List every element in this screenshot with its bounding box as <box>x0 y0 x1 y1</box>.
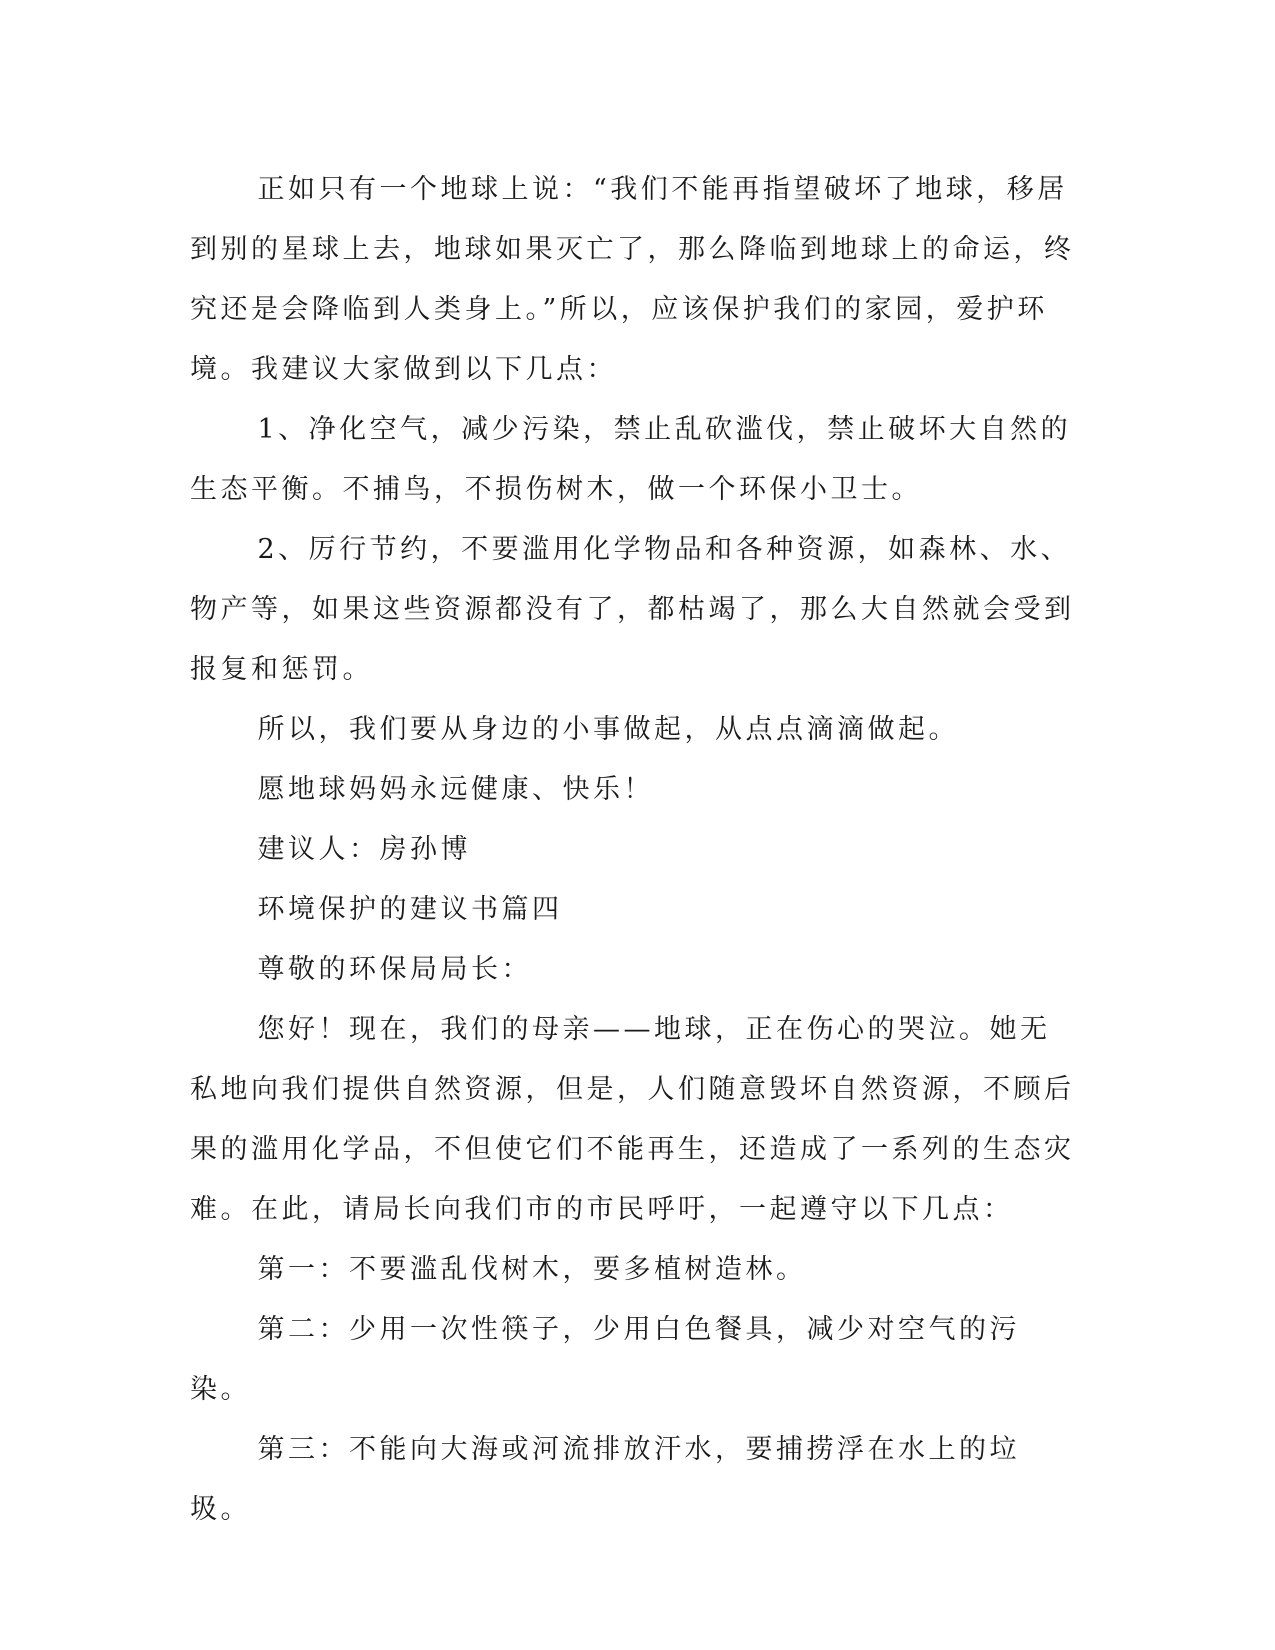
paragraph-letter-body: 您好！现在，我们的母亲——地球，正在伤心的哭泣。她无私地向我们提供自然资源，但是，人们随意毁坏自然资源，不顾后果的滥用化学品，不但使它们不能再生，还造成了一系列的生态灾难。在此，请局长向我们市的市民呼吁，一起遵守以下几点： <box>190 1014 1075 1225</box>
paragraph-point-3: 第三：不能向大海或河流排放汗水，要捕捞浮在水上的垃圾。 <box>190 1434 1020 1525</box>
paragraph-earth-quote: 正如只有一个地球上说：“我们不能再指望破坏了地球，移居到别的星球上去，地球如果灭亡了，那么降临到地球上的命运，终究还是会降临到人类身上。”所以，应该保护我们的家园，爱护环境。我建议大家做到以下几点： <box>190 174 1075 385</box>
paragraph-wish: 愿地球妈妈永远健康、快乐！ <box>257 774 654 805</box>
paragraph-point-2: 第二：少用一次性筷子，少用白色餐具，减少对空气的污染。 <box>190 1314 1020 1405</box>
paragraph-signature: 建议人：房孙博 <box>257 834 471 865</box>
paragraph-suggestion-2: 2、厉行节约，不要滥用化学物品和各种资源，如森林、水、物产等，如果这些资源都没有了，都枯竭了，那么大自然就会受到报复和惩罚。 <box>190 534 1075 685</box>
paragraph-suggestion-1: 1、净化空气，减少污染，禁止乱砍滥伐，禁止破坏大自然的生态平衡。不捕鸟，不损伤树木，做一个环保小卫士。 <box>190 414 1072 505</box>
document-body <box>190 160 1080 1540</box>
paragraph-point-1: 第一：不要滥乱伐树木，要多植树造林。 <box>257 1254 807 1285</box>
paragraph-conclusion: 所以，我们要从身边的小事做起，从点点滴滴做起。 <box>257 714 959 745</box>
section-heading: 环境保护的建议书篇四 <box>257 894 563 925</box>
paragraph-salutation: 尊敬的环保局局长： <box>257 954 532 985</box>
